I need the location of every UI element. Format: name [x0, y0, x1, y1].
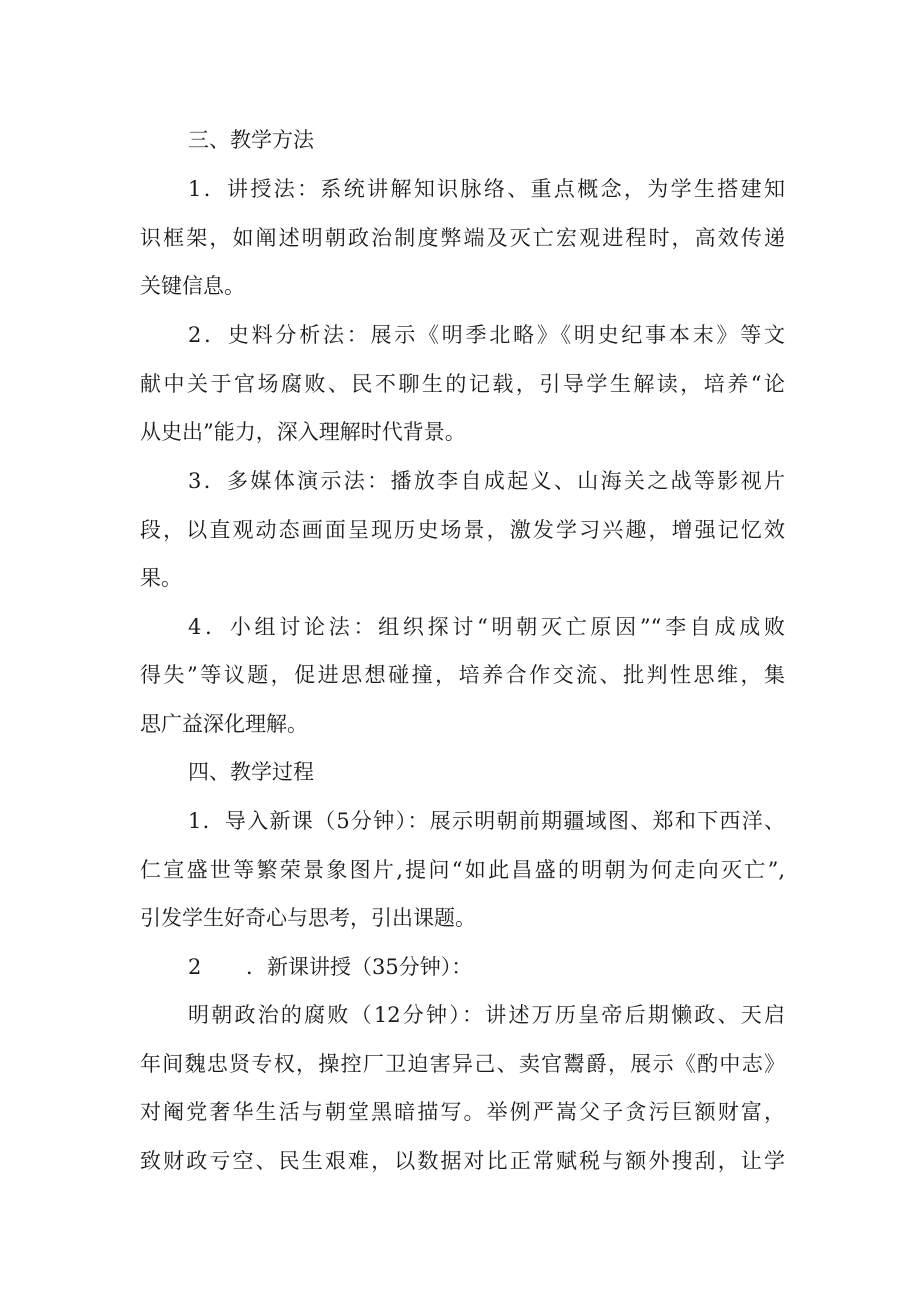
method-4-line-1: 4．小组讨论法：组织探讨“明朝灭亡原因”“李自成成败	[188, 615, 785, 639]
process-2-para-line-3: 对阉党奢华生活与朝堂黑暗描写。举例严嵩父子贪污巨额财富，	[140, 1100, 785, 1124]
process-1-line-3: 引发学生好奇心与思考，引出课题。	[140, 906, 476, 930]
method-3-line-1: 3．多媒体演示法：播放李自成起义、山海关之战等影视片	[188, 469, 785, 493]
method-2-line-2: 献中关于官场腐败、民不聊生的记载，引导学生解读，培养“论	[140, 372, 785, 396]
process-2-heading	[188, 947, 472, 987]
method-3-line-2: 段，以直观动态画面呈现历史场景，激发学习兴趣，增强记忆效	[140, 518, 785, 542]
method-2-line-1: 2．史料分析法：展示《明季北略》《明史纪事本末》等文	[188, 323, 785, 347]
method-1-line-1: 1．讲授法：系统讲解知识脉络、重点概念，为学生搭建知	[188, 177, 785, 201]
process-2-para-line-2: 年间魏忠贤专权，操控厂卫迫害异己、卖官鬻爵，展示《酌中志》	[140, 1052, 785, 1076]
process-2-para-line-4: 致财政亏空、民生艰难，以数据对比正常赋税与额外搜刮，让学	[140, 1149, 785, 1173]
method-1-line-2: 识框架，如阐述明朝政治制度弊端及灭亡宏观进程时，高效传递	[140, 226, 785, 250]
process-1-line-2: 仁宣盛世等繁荣景象图片,提问“如此昌盛的明朝为何走向灭亡”,	[140, 858, 785, 882]
method-2-line-3: 从史出”能力，深入理解时代背景。	[140, 420, 466, 444]
process-2-title: ．新课讲授（35分钟）：	[246, 955, 473, 979]
method-3-line-3: 果。	[140, 566, 182, 590]
method-4-line-3: 思广益深化理解。	[140, 712, 308, 736]
section-heading-teaching-process: 四、教学过程	[188, 760, 314, 784]
process-1-line-1: 1．导入新课（5分钟）：展示明朝前期疆域图、郑和下西洋、	[188, 809, 785, 833]
process-2-number: 2	[188, 955, 202, 979]
process-2-para-line-1: 明朝政治的腐败（12分钟）：讲述万历皇帝后期懒政、天启	[188, 1003, 785, 1027]
method-4-line-2: 得失”等议题，促进思想碰撞，培养合作交流、批判性思维，集	[140, 663, 785, 687]
section-heading-teaching-methods: 三、教学方法	[188, 128, 314, 152]
method-1-line-3: 关键信息。	[140, 274, 245, 298]
